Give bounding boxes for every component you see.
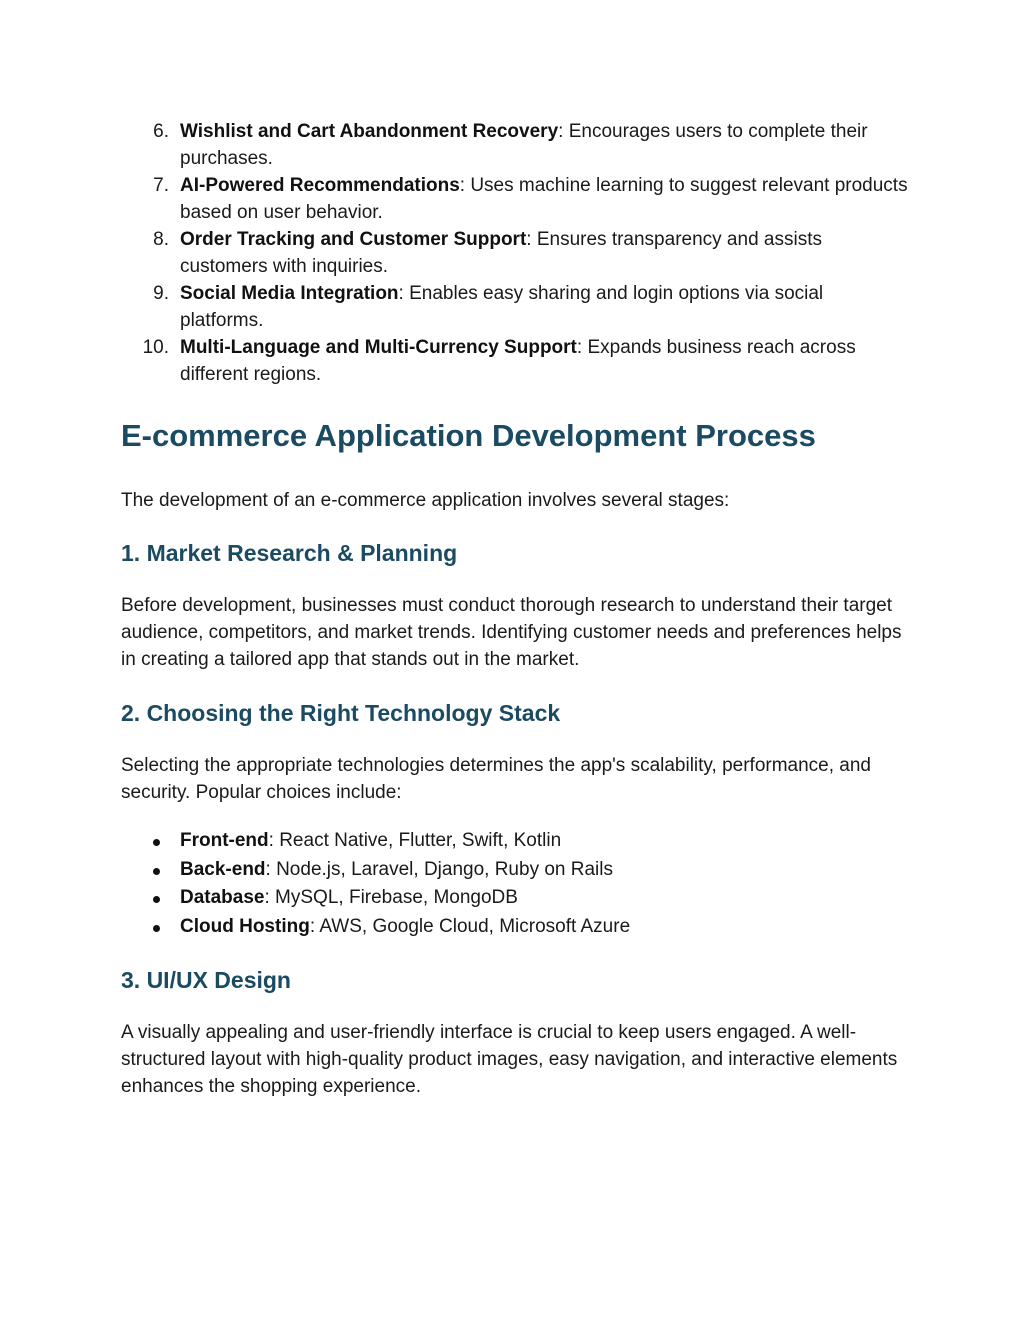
section-heading-ui-ux-design: 3. UI/UX Design [121, 967, 291, 993]
bullet-label: Back-end [180, 858, 266, 880]
list-number: 6. [153, 121, 169, 142]
list-item [121, 913, 911, 942]
bullet-label: Cloud Hosting [180, 915, 310, 937]
feature-title: Wishlist and Cart Abandonment Recovery [180, 121, 559, 142]
feature-text: : Encourages users to complete their purchases. [180, 121, 868, 169]
section-body-technology-stack: Selecting the appropriate technologies determines the app's scalability, performance, and security. Popular choices include: [121, 755, 871, 803]
section-body-market-research: Before development, businesses must conduct thorough research to understand their target audience, competitors, and market trends. Identifying customer needs and preferences helps in creating a tailored app that stands out in the market. [121, 595, 902, 670]
list-item [121, 334, 911, 388]
section-body-ui-ux-design: A visually appealing and user-friendly interface is crucial to keep users engaged. A well-structured layout with high-quality product images, easy navigation, and interactive elements enhances the shopping experience. [121, 1022, 898, 1097]
feature-title: Multi-Language and Multi-Currency Support [180, 337, 577, 358]
technology-bullet-list [121, 827, 911, 941]
list-item [121, 118, 911, 172]
feature-text: : Uses machine learning to suggest relevant products based on user behavior. [180, 175, 908, 223]
list-number: 8. [153, 229, 169, 250]
list-item [121, 172, 911, 226]
bullet-text: : AWS, Google Cloud, Microsoft Azure [309, 915, 631, 937]
features-list [121, 118, 911, 388]
feature-text: : Enables easy sharing and login options via social platforms. [180, 283, 824, 331]
bullet-text: : Node.js, Laravel, Django, Ruby on Rails [265, 858, 613, 880]
bullet-label: Front-end [180, 830, 269, 851]
list-item [121, 827, 911, 856]
list-item [121, 884, 911, 913]
list-number: 7. [153, 175, 169, 196]
section-heading-market-research: 1. Market Research & Planning [121, 540, 458, 566]
intro-paragraph: The development of an e-commerce application involves several stages: [121, 490, 730, 511]
bullet-icon [153, 925, 160, 932]
list-number: 10. [142, 337, 169, 358]
list-item [121, 226, 911, 280]
list-number: 9. [153, 283, 169, 304]
feature-title: AI-Powered Recommendations [180, 175, 460, 196]
section-heading-technology-stack: 2. Choosing the Right Technology Stack [121, 700, 561, 726]
feature-text: : Ensures transparency and assists customers with inquiries. [180, 229, 822, 277]
list-item [121, 856, 911, 885]
bullet-icon [153, 868, 160, 875]
feature-text: : Expands business reach across different regions. [180, 337, 856, 385]
main-heading: E-commerce Application Development Process [121, 418, 816, 453]
bullet-text: : React Native, Flutter, Swift, Kotlin [268, 830, 562, 851]
list-item [121, 280, 911, 334]
feature-title: Order Tracking and Customer Support [180, 229, 527, 250]
bullet-label: Database [180, 887, 265, 908]
bullet-icon [153, 896, 160, 903]
feature-title: Social Media Integration [180, 283, 399, 304]
bullet-text: : MySQL, Firebase, MongoDB [264, 887, 518, 908]
bullet-icon [153, 839, 160, 846]
document-page [121, 118, 911, 1100]
